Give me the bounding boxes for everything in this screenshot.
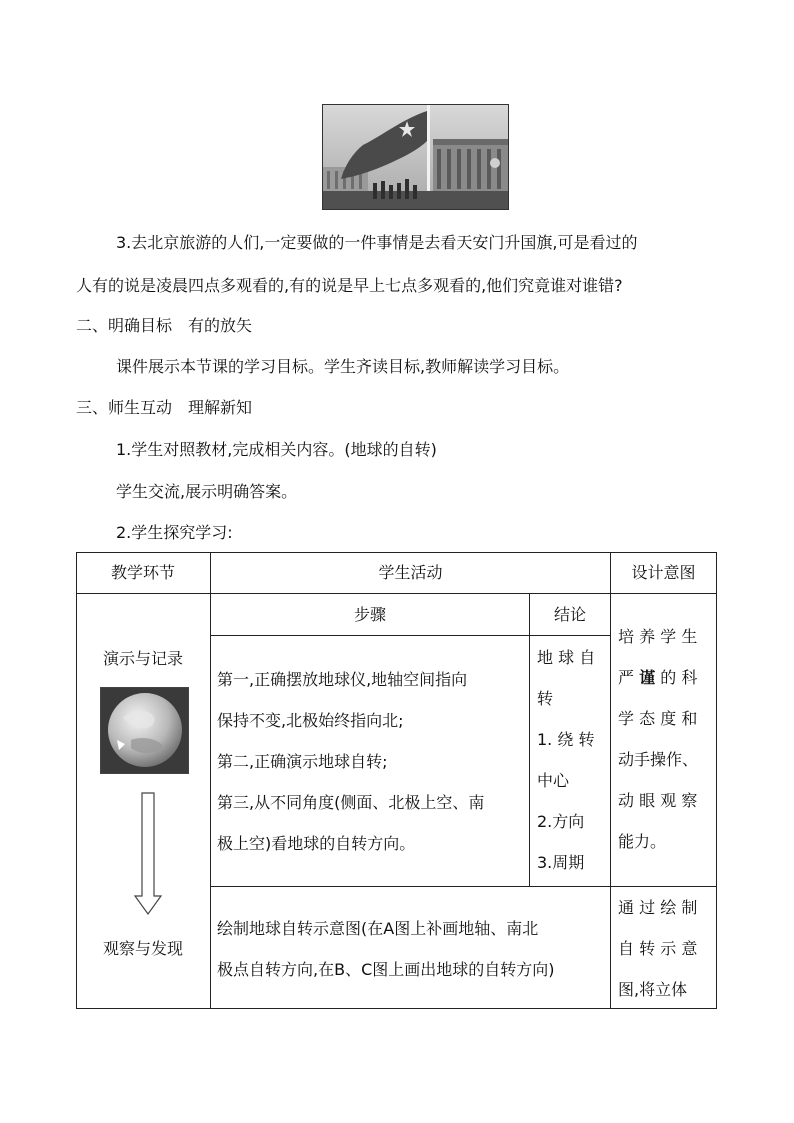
intent-line-3 [618,698,710,739]
header-activity: 学生活动 [378,563,443,582]
conclusion-char: 地 [537,648,554,667]
intent-char: 动 [618,791,635,810]
conclusion-char: 转 [578,730,595,749]
draw-line-1: 绘制地球自转示意图(在A图上补画地轴、南北 [217,919,539,938]
goal-paragraph: 课件展示本节课的学习目标。学生齐读目标,教师解读学习目标。 [116,357,570,376]
conclusion-column-divider [529,594,530,886]
intent-char: 态 [639,709,656,728]
steps-line-1: 第一,正确摆放地球仪,地轴空间指向 [217,670,468,689]
intent-char: 养 [639,627,656,646]
question-line-2: 人有的说是凌晨四点多观看的,有的说是早上七点多观看的,他们究竟谁对谁错? [76,276,623,295]
intent-char: 察 [681,791,698,810]
stage-observe-label: 观察与发现 [102,939,183,958]
steps-cell [217,659,484,864]
intent-char: 谨 [639,668,656,687]
intent2-line-3: 图,将立体 [618,980,688,999]
conclusion-char: 球 [558,648,575,667]
exchange-paragraph: 学生交流,展示明确答案。 [116,482,298,501]
intent-cell-2 [618,887,710,1010]
header-intent: 设计意图 [631,563,696,582]
table-border-right [716,552,717,1009]
intent-char: 观 [660,791,677,810]
intent-char: 示 [660,939,677,958]
intent-char: 眼 [639,791,656,810]
conclusion-char: 自 [579,648,596,667]
globe-photo [100,687,189,774]
intent-char: 的 [660,668,677,687]
step-one-paragraph: 1.学生对照教材,完成相关内容。(地球的自转) [116,440,437,459]
down-arrow-icon [133,792,163,921]
question-line-1: 3.去北京旅游的人们,一定要做的一件事情是去看天安门升国旗,可是看过的 [116,233,638,252]
section-heading-three: 三、师生互动 理解新知 [76,398,253,417]
steps-line-2: 保持不变,北极始终指向北; [217,711,404,730]
conclusion-line-5: 2.方向 [537,812,585,831]
step-two-paragraph: 2.学生探究学习: [116,523,233,542]
intent-char: 学 [618,709,635,728]
steps-line-3: 第二,正确演示地球自转; [217,752,388,771]
intent-char: 通 [618,898,635,917]
globe-illustration [101,688,188,773]
row-divider-activity [211,886,610,887]
sub-header-steps: 步骤 [353,605,386,624]
intent-line-2 [618,657,710,698]
activity-table [76,552,717,1009]
header-stage: 教学环节 [110,563,175,582]
intent-char: 转 [639,939,656,958]
conclusion-line-2: 转 [537,689,554,708]
conclusion-line-4: 中心 [537,771,570,790]
intent2-line-1 [618,887,710,928]
conclusion-char: 1. [537,730,553,749]
flag-raising-illustration [323,105,508,209]
intent-char: 培 [618,627,635,646]
intent-char: 严 [618,668,635,687]
draw-line-2: 极点自转方向,在B、C图上画出地球的自转方向) [217,960,555,979]
flag-raising-photo [322,104,509,210]
intent-char: 学 [660,627,677,646]
intent-char: 度 [660,709,677,728]
conclusion-char: 绕 [557,730,574,749]
sub-header-conclusion: 结论 [553,605,586,624]
intent-char: 科 [681,668,698,687]
conclusion-line-1 [537,637,605,678]
intent-char: 自 [618,939,635,958]
intent-line-5 [618,780,710,821]
intent-line-4: 动手操作、 [618,750,699,769]
intent-line-6: 能力。 [618,832,667,851]
steps-line-4: 第三,从不同角度(侧面、北极上空、南 [217,793,485,812]
intent-char: 制 [681,898,698,917]
intent-line-1 [618,616,710,657]
conclusion-cell [537,637,605,883]
intent2-line-2 [618,928,710,969]
conclusion-line-6: 3.周期 [537,853,585,872]
sub-header-divider [211,635,610,636]
intent-column-divider [610,552,611,1009]
intent-char: 过 [639,898,656,917]
intent-char: 意 [681,939,698,958]
steps-line-5: 极上空)看地球的自转方向。 [217,834,416,853]
intent-char: 绘 [660,898,677,917]
draw-task-cell [217,908,554,990]
conclusion-line-3 [537,719,605,760]
intent-cell-1 [618,616,710,862]
stage-demo-label: 演示与记录 [102,649,183,668]
intent-char: 和 [681,709,698,728]
section-heading-two: 二、明确目标 有的放矢 [76,316,253,335]
intent-char: 生 [681,627,698,646]
